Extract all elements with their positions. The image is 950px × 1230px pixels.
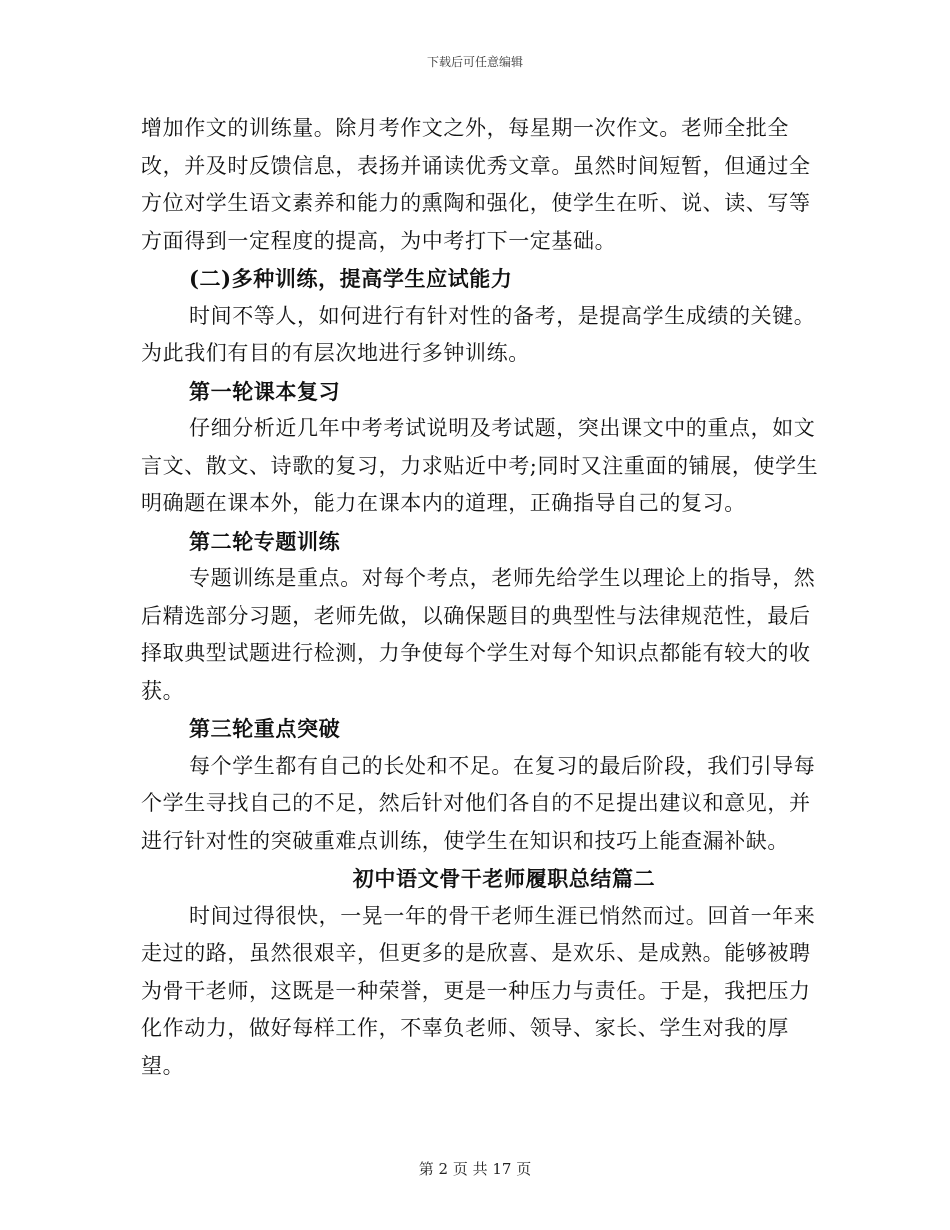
article-title-part-two: 初中语文骨干老师履职总结篇二 <box>352 866 656 891</box>
heading-round-three: 第三轮重点突破 <box>189 716 341 741</box>
paragraph-part-two-intro: 时间过得很快，一晃一年的骨干老师生涯已悄然而过。回首一年来走过的路，虽然很艰辛，但更多的是欣喜、是欢乐、是成熟。能够被聘为骨干老师，这既是一种荣誉，更是一种压力与责任。于是，我把压力化作动力，做好每样工作，不辜负老师、领导、家长、学生对我的厚望。 <box>141 903 816 1078</box>
page-header: 下载后可任意编辑 <box>426 55 523 69</box>
heading-round-two: 第二轮专题训练 <box>189 528 341 554</box>
paragraph-round-three: 每个学生都有自己的长处和不足。在复习的最后阶段，我们引导每个学生寻找自己的不足，然后针对他们各自的不足提出建议和意见，并进行针对性的突破重难点训练，使学生在知识和技巧上能查漏补缺。 <box>141 753 816 853</box>
section-heading-diverse-training: (二)多种训练，提高学生应试能力 <box>189 266 513 291</box>
page-number: 第 2 页 共 17 页 <box>418 1160 532 1178</box>
heading-round-one: 第一轮课本复习 <box>189 378 341 404</box>
paragraph-round-one: 仔细分析近几年中考考试说明及考试题，突出课文中的重点，如文言文、散文、诗歌的复习，力求贴近中考;同时又注重面的铺展，使学生明确题在课本外，能力在课本内的道理，正确指导自己的复习。 <box>141 416 819 515</box>
paragraph-round-two: 专题训练是重点。对每个考点，老师先给学生以理论上的指导，然后精选部分习题，老师先做，以确保题目的典型性与法律规范性，最后择取典型试题进行检测，力争使每个学生对每个知识点都能有较大的收获。 <box>141 566 816 703</box>
document-body <box>141 110 827 1085</box>
paragraph-targeted-prep: 时间不等人，如何进行有针对性的备考，是提高学生成绩的关键。为此我们有目的有层次地进行多钟训练。 <box>141 303 816 365</box>
paragraph-composition-training: 增加作文的训练量。除月考作文之外，每星期一次作文。老师全批全改，并及时反馈信息，表扬并诵读优秀文章。虽然时间短暂，但通过全方位对学生语文素养和能力的熏陶和强化，使学生在听、说、读、写等方面得到一定程度的提高，为中考打下一定基础。 <box>141 116 811 253</box>
